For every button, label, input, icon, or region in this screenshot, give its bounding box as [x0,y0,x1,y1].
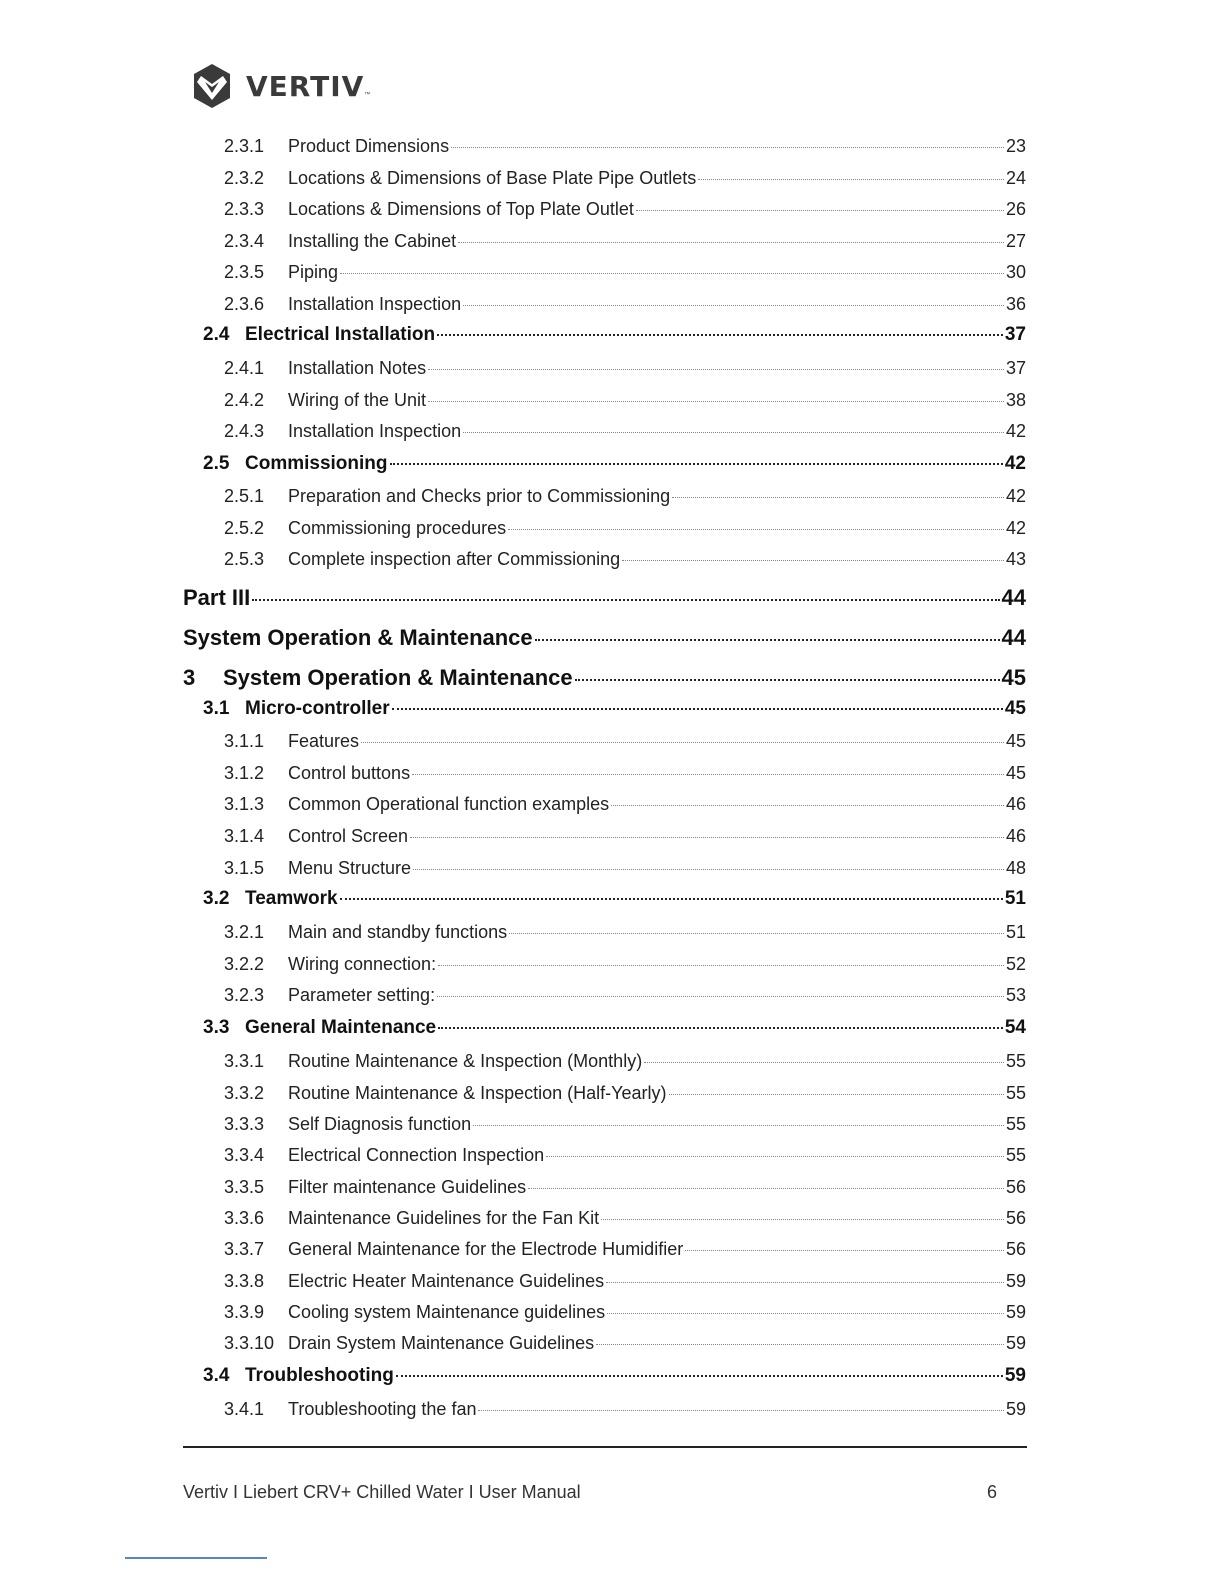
toc-entry-page: 46 [1005,826,1026,846]
toc-dot-leader [252,599,999,601]
toc-entry-number: 2.4.1 [224,358,265,378]
toc-entry-page: 52 [1005,954,1026,974]
toc-entry-number: 3.1 [203,698,230,719]
toc-entry-number: 2.3.3 [224,199,265,219]
toc-entry[interactable] [224,922,1026,943]
toc-entry[interactable] [224,231,1026,252]
toc-entry-number: 3.3 [203,1017,230,1038]
toc-entry-number: 2.5.3 [224,549,265,569]
toc-entry[interactable] [224,1083,1026,1104]
toc-dot-leader [463,305,1004,306]
toc-entry-number: 3.3.1 [224,1051,265,1071]
toc-dot-leader [412,774,1004,775]
toc-dot-leader [478,1410,1004,1411]
toc-dot-leader [340,898,1003,900]
toc-entry-page: 59 [1005,1302,1026,1322]
toc-entry-number: 3.2.1 [224,922,265,942]
toc-entry-page: 59 [1005,1399,1026,1419]
toc-entry-page: 54 [1004,1017,1026,1038]
toc-entry[interactable] [224,954,1026,975]
toc-dot-leader [622,560,1004,561]
toc-entry-number: 3.1.4 [224,826,265,846]
toc-entry-number: 2.4 [203,324,230,345]
toc-dot-leader [606,1282,1004,1283]
toc-entry[interactable] [224,486,1026,507]
toc-entry-number: 3.3.4 [224,1145,265,1165]
toc-dot-leader [611,805,1004,806]
toc-entry[interactable] [224,794,1026,815]
toc-entry[interactable] [224,421,1026,442]
toc-entry[interactable] [224,518,1026,539]
toc-entry-title: Control Screen [288,826,409,846]
toc-entry[interactable] [224,985,1026,1006]
toc-entry[interactable] [224,294,1026,315]
brand-trademark: ™ [364,92,371,98]
toc-entry[interactable] [183,625,1026,651]
toc-entry-number: 2.5.2 [224,518,265,538]
toc-entry-title: Common Operational function examples [288,794,610,814]
toc-entry-title: Locations & Dimensions of Base Plate Pipe Outlets [288,168,697,188]
toc-entry-title: Installation Notes [288,358,427,378]
toc-dot-leader [463,432,1004,433]
toc-dot-leader [508,529,1004,530]
toc-entry-title: Main and standby functions [288,922,508,942]
toc-entry-title: Drain System Maintenance Guidelines [288,1333,595,1353]
toc-entry-title: Filter maintenance Guidelines [288,1177,527,1197]
toc-entry[interactable] [203,698,1026,720]
toc-entry[interactable] [224,1114,1026,1135]
toc-dot-leader [509,933,1004,934]
toc-entry[interactable] [224,1051,1026,1072]
toc-entry[interactable] [183,585,1026,611]
toc-dot-leader [546,1156,1004,1157]
toc-dot-leader [644,1062,1004,1063]
toc-entry-title: Menu Structure [288,858,412,878]
toc-entry[interactable] [203,1365,1026,1387]
toc-entry[interactable] [224,1177,1026,1198]
toc-entry-number: 2.5.1 [224,486,265,506]
toc-dot-leader [410,837,1004,838]
toc-dot-leader [596,1344,1004,1345]
toc-entry-page: 55 [1005,1083,1026,1103]
toc-entry[interactable] [224,136,1026,157]
toc-entry-page: 44 [1001,625,1026,650]
toc-entry-number: 3.2.2 [224,954,265,974]
toc-entry-title: Wiring connection: [288,954,437,974]
toc-entry-page: 53 [1005,985,1026,1005]
toc-dot-leader [428,369,1004,370]
toc-dot-leader [672,497,1004,498]
vertiv-logo [188,62,370,110]
page-number: 6 [987,1482,998,1502]
toc-entry-page: 42 [1005,518,1026,538]
toc-entry-title: System Operation & Maintenance [183,625,533,650]
footer-text: Vertiv I Liebert CRV+ Chilled Water I User Manual [183,1482,581,1502]
toc-entry-page: 42 [1005,486,1026,506]
toc-entry-number: 3.3.8 [224,1271,265,1291]
toc-entry-page: 45 [1005,731,1026,751]
toc-entry-title: Routine Maintenance & Inspection (Monthly) [288,1051,643,1071]
toc-entry-title: Complete inspection after Commissioning [288,549,621,569]
toc-entry[interactable] [224,1399,1026,1420]
toc-entry[interactable] [224,549,1026,570]
toc-entry-number: 2.3.2 [224,168,265,188]
toc-entry-title: Features [288,731,360,751]
toc-dot-leader [528,1188,1004,1189]
toc-dot-leader [340,273,1004,274]
toc-entry-title: Piping [288,262,339,282]
toc-dot-leader [413,869,1004,870]
toc-entry-page: 24 [1005,168,1026,188]
toc-entry-title: Teamwork [245,888,338,909]
toc-entry-title: Commissioning procedures [288,518,507,538]
toc-entry-number: 3 [183,665,196,690]
toc-entry-number: 3.2.3 [224,985,265,1005]
toc-entry-page: 51 [1005,922,1026,942]
toc-entry-title: Installation Inspection [288,294,462,314]
toc-dot-leader [458,242,1004,243]
toc-dot-leader [601,1219,1004,1220]
toc-entry-number: 3.1.5 [224,858,265,878]
toc-entry-page: 36 [1005,294,1026,314]
toc-dot-leader [669,1094,1004,1095]
toc-dot-leader [437,996,1004,997]
toc-entry-page: 42 [1005,421,1026,441]
toc-dot-leader [473,1125,1004,1126]
toc-entry-page: 37 [1004,324,1026,345]
toc-entry-title: Micro-controller [245,698,390,719]
toc-dot-leader [438,1027,1003,1029]
toc-entry-page: 46 [1005,794,1026,814]
bottom-link-underline [125,1557,267,1559]
toc-entry-page: 30 [1005,262,1026,282]
toc-entry-number: 3.3.2 [224,1083,265,1103]
toc-entry-title: Part III [183,585,251,610]
toc-entry-number: 2.4.3 [224,421,265,441]
toc-entry-page: 23 [1005,136,1026,156]
toc-entry[interactable] [224,731,1026,752]
toc-entry[interactable] [224,262,1026,283]
toc-entry[interactable] [224,1239,1026,1260]
toc-entry-title: Wiring of the Unit [288,390,427,410]
toc-entry-title: Cooling system Maintenance guidelines [288,1302,606,1322]
toc-entry[interactable] [203,324,1026,346]
toc-entry-title: Troubleshooting [245,1365,394,1386]
toc-entry[interactable] [224,168,1026,189]
toc-entry-page: 56 [1005,1239,1026,1259]
toc-entry-number: 3.3.9 [224,1302,265,1322]
toc-entry-title: Electrical Connection Inspection [288,1145,545,1165]
toc-entry-number: 2.3.5 [224,262,265,282]
toc-entry-title: Commissioning [245,453,388,474]
toc-entry-page: 43 [1005,549,1026,569]
toc-entry-page: 59 [1005,1271,1026,1291]
toc-entry[interactable] [224,1271,1026,1292]
toc-dot-leader [636,210,1004,211]
toc-dot-leader [575,679,1000,681]
toc-entry-page: 55 [1005,1145,1026,1165]
toc-entry-number: 2.3.6 [224,294,265,314]
toc-entry-number: 2.3.4 [224,231,265,251]
toc-entry-number: 3.2 [203,888,230,909]
toc-entry[interactable] [224,1145,1026,1166]
toc-entry-number: 3.3.7 [224,1239,265,1259]
toc-dot-leader [607,1313,1004,1314]
toc-entry-title: Locations & Dimensions of Top Plate Outlet [288,199,634,219]
toc-entry[interactable] [224,199,1026,220]
toc-entry-page: 45 [1004,698,1026,719]
toc-entry[interactable] [224,826,1026,847]
toc-entry-page: 59 [1005,1333,1026,1353]
toc-entry-page: 44 [1001,585,1026,610]
toc-entry-title: Installing the Cabinet [288,231,457,251]
toc-entry-title: General Maintenance [245,1017,437,1038]
toc-entry-page: 51 [1004,888,1026,909]
footer-divider [183,1446,1027,1448]
toc-entry[interactable] [224,1208,1026,1229]
toc-entry-title: Electric Heater Maintenance Guidelines [288,1271,605,1291]
toc-entry-number: 3.3.3 [224,1114,265,1134]
toc-entry-title: Product Dimensions [288,136,450,156]
toc-dot-leader [438,965,1004,966]
toc-dot-leader [392,708,1003,710]
toc-entry-title: Routine Maintenance & Inspection (Half-Yearly) [288,1083,667,1103]
toc-entry-page: 27 [1005,231,1026,251]
toc-dot-leader [390,463,1003,465]
toc-entry-page: 48 [1005,858,1026,878]
toc-entry-title: Maintenance Guidelines for the Fan Kit [288,1208,600,1228]
toc-entry-page: 56 [1005,1177,1026,1197]
toc-dot-leader [685,1250,1004,1251]
toc-entry-page: 55 [1005,1114,1026,1134]
vertiv-logo-icon [188,62,236,110]
toc-entry-number: 2.3.1 [224,136,265,156]
toc-entry-page: 26 [1005,199,1026,219]
toc-entry-title: Parameter setting: [288,985,436,1005]
toc-entry-number: 3.3.10 [224,1333,275,1353]
toc-entry-title: Control buttons [288,763,411,783]
toc-entry[interactable] [203,453,1026,475]
toc-entry-title: Preparation and Checks prior to Commissioning [288,486,671,506]
toc-entry-title: Electrical Installation [245,324,436,345]
toc-entry-title: Installation Inspection [288,421,462,441]
toc-entry-page: 56 [1005,1208,1026,1228]
toc-entry-page: 38 [1005,390,1026,410]
toc-entry[interactable] [203,888,1026,910]
toc-entry[interactable] [224,763,1026,784]
toc-entry[interactable] [224,858,1026,879]
toc-dot-leader [396,1375,1003,1377]
toc-entry-number: 2.4.2 [224,390,265,410]
toc-entry-page: 55 [1005,1051,1026,1071]
toc-entry-number: 3.1.1 [224,731,265,751]
toc-entry-number: 3.4.1 [224,1399,265,1419]
toc-entry-page: 37 [1005,358,1026,378]
toc-entry-title: Self Diagnosis function [288,1114,472,1134]
toc-entry[interactable] [224,358,1026,379]
toc-entry-title: Troubleshooting the fan [288,1399,477,1419]
toc-entry-page: 45 [1001,665,1026,690]
toc-entry-number: 3.1.3 [224,794,265,814]
brand-name: VERTIV [246,69,365,103]
toc-entry-title: General Maintenance for the Electrode Humidifier [288,1239,684,1259]
toc-entry-number: 2.5 [203,453,230,474]
toc-entry-page: 45 [1005,763,1026,783]
toc-dot-leader [437,334,1003,336]
toc-entry[interactable] [183,665,1026,691]
toc-entry[interactable] [224,1302,1026,1323]
toc-dot-leader [428,401,1004,402]
toc-dot-leader [451,147,1004,148]
toc-dot-leader [361,742,1004,743]
toc-dot-leader [698,179,1004,180]
toc-entry[interactable] [224,390,1026,411]
toc-entry-title: System Operation & Maintenance [223,665,573,690]
toc-entry[interactable] [203,1017,1026,1039]
toc-entry[interactable] [224,1333,1026,1354]
toc-entry-number: 3.1.2 [224,763,265,783]
toc-entry-number: 3.4 [203,1365,230,1386]
toc-entry-number: 3.3.6 [224,1208,265,1228]
toc-entry-number: 3.3.5 [224,1177,265,1197]
toc-dot-leader [535,639,1000,641]
toc-entry-page: 42 [1004,453,1026,474]
toc-entry-page: 59 [1004,1365,1026,1386]
